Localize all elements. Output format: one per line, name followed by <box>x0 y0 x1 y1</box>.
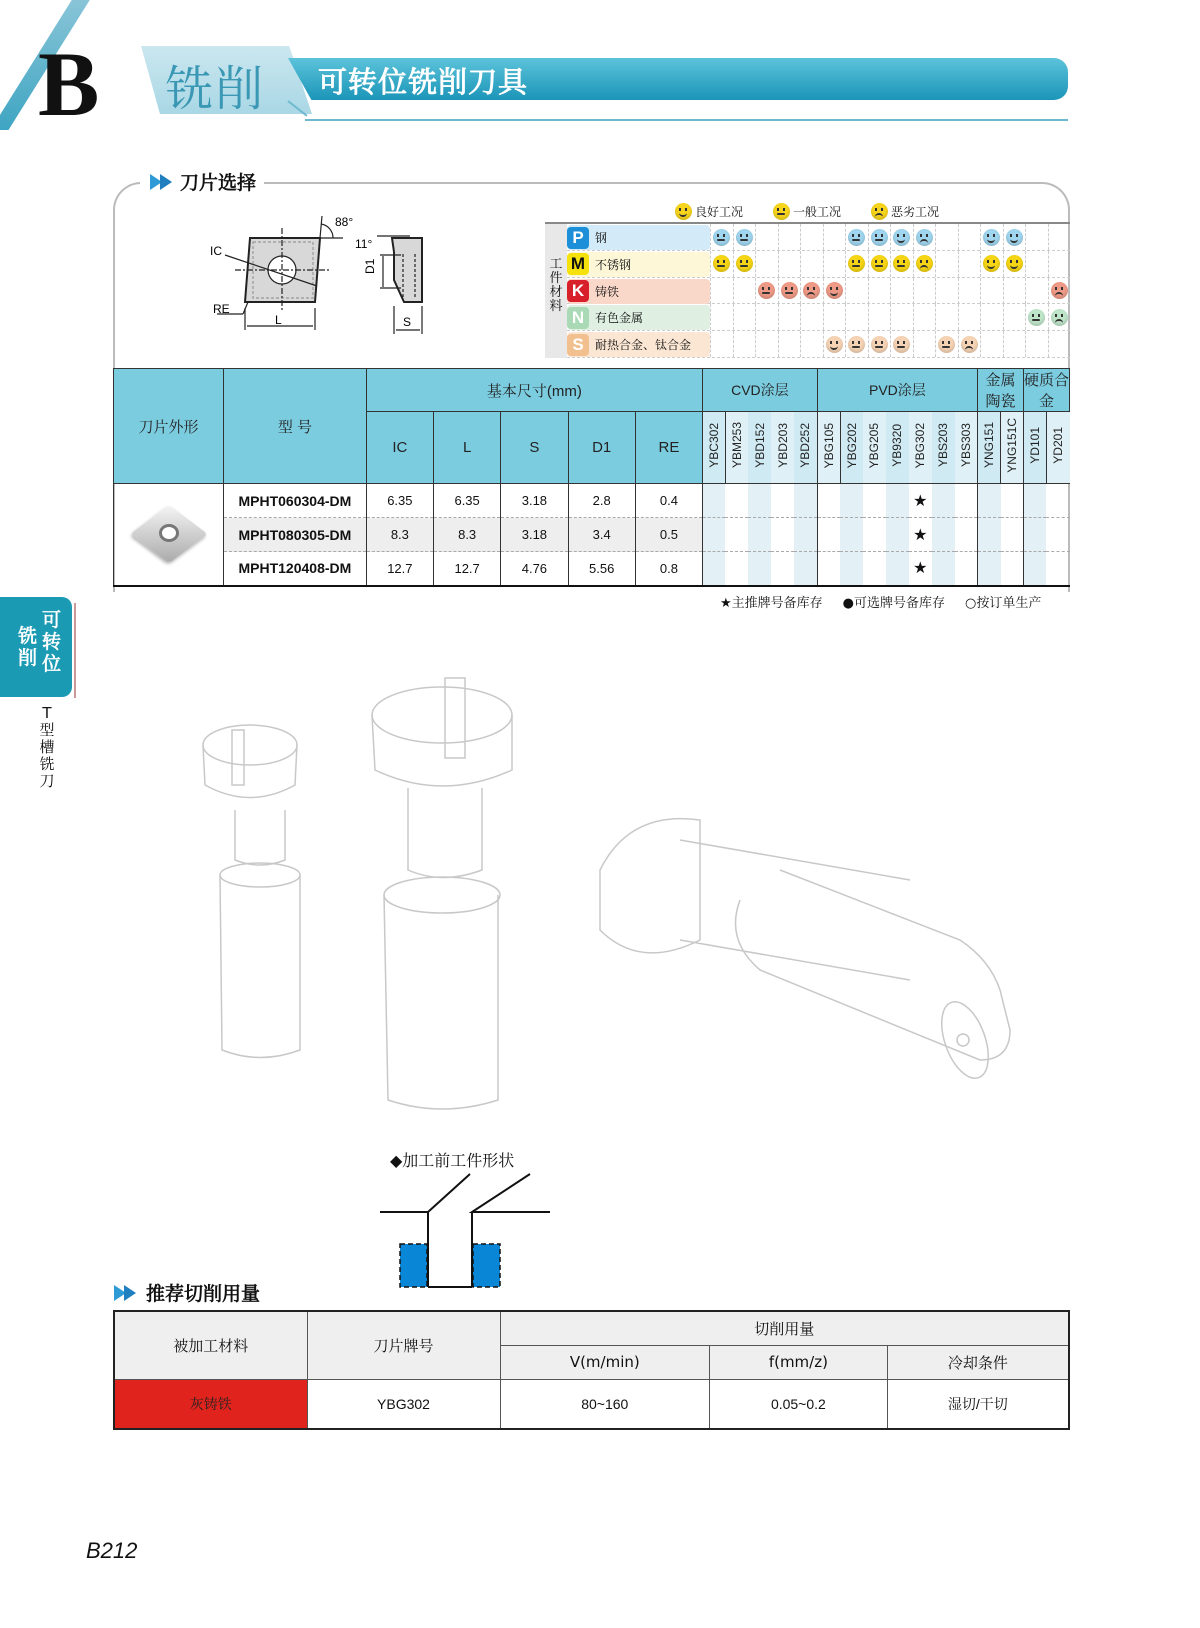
legend-item-bad <box>871 203 939 220</box>
legend-label: 一般工况 <box>793 205 842 219</box>
suitability-cell <box>778 251 801 277</box>
insert-selection-title: 刀片选择 <box>180 172 257 194</box>
cell-grade-mark <box>1001 552 1024 586</box>
suitability-cell <box>913 331 936 357</box>
material-label <box>567 252 710 277</box>
double-arrow-icon <box>148 172 176 192</box>
suitability-cell <box>1048 304 1071 330</box>
material-row-p <box>567 224 1070 251</box>
normal-face-icon <box>773 203 790 220</box>
cell-grade-mark <box>703 552 726 586</box>
cell-material: 灰铸铁 <box>114 1379 307 1429</box>
material-label <box>567 305 710 330</box>
suitability-cell <box>890 278 913 304</box>
chapter-letter: B <box>38 33 100 135</box>
suitability-cell <box>1025 224 1048 250</box>
normal-face-icon <box>781 282 798 299</box>
bad-face-icon <box>1051 282 1068 299</box>
condition-legend <box>675 203 939 220</box>
suitability-cell <box>1025 331 1048 357</box>
normal-face-icon <box>893 255 910 272</box>
suitability-cell <box>778 331 801 357</box>
section-title: 可转位铣削刀具 <box>318 65 529 99</box>
cell-model: MPHT060304-DM <box>224 484 367 518</box>
normal-face-icon <box>871 336 888 353</box>
cell-grade-mark <box>817 552 840 586</box>
bad-face-icon <box>803 282 820 299</box>
legend-label: 恶劣工况 <box>891 205 940 219</box>
stock-legend-item: ○按订单生产 <box>965 596 1042 611</box>
cell-grade-mark <box>886 484 909 518</box>
suitability-cell <box>890 251 913 277</box>
cell-re: 0.5 <box>635 518 702 552</box>
suitability-cell <box>755 278 778 304</box>
cutting-title: 推荐切削用量 <box>146 1283 261 1305</box>
suitability-cell <box>958 304 981 330</box>
material-label <box>567 279 710 304</box>
cell-grade-mark <box>771 552 794 586</box>
cell-grade-mark <box>703 518 726 552</box>
suitability-cell <box>845 304 868 330</box>
cell-ic: 6.35 <box>366 484 433 518</box>
suitability-cell <box>958 331 981 357</box>
suitability-cell <box>890 331 913 357</box>
double-arrow-icon <box>112 1283 140 1303</box>
material-row-k <box>567 278 1070 305</box>
material-name: 不锈钢 <box>595 257 632 272</box>
cell-grade-mark <box>1023 552 1046 586</box>
suitability-cell <box>913 278 936 304</box>
bad-face-icon <box>871 203 888 220</box>
suitability-cell <box>778 304 801 330</box>
suitability-cell <box>935 331 958 357</box>
normal-face-icon <box>938 336 955 353</box>
legend-item-good <box>675 203 743 220</box>
suitability-cell <box>823 251 846 277</box>
cell-grade-mark <box>840 552 863 586</box>
suitability-cell <box>800 224 823 250</box>
material-label <box>567 332 710 357</box>
insert-geometry-diagram <box>205 210 445 350</box>
good-face-icon <box>826 336 843 353</box>
cell-l: 8.3 <box>434 518 501 552</box>
cell-l: 12.7 <box>434 552 501 586</box>
cell-speed: 80~160 <box>500 1379 710 1429</box>
suitability-cell <box>890 304 913 330</box>
cell-grade-mark <box>1001 484 1024 518</box>
header-dim-ic: IC <box>366 412 433 484</box>
t-slot-cutter-illustrations <box>180 640 1040 1120</box>
table-row <box>114 484 1070 518</box>
workpiece-shape-diagram <box>380 1172 550 1292</box>
suitability-cell <box>823 331 846 357</box>
normal-face-icon <box>736 255 753 272</box>
normal-face-icon <box>713 255 730 272</box>
suitability-cell <box>1003 331 1026 357</box>
cell-grade-mark <box>771 518 794 552</box>
suitability-cell <box>868 304 891 330</box>
header-grade-ybg202: YBG202 <box>840 412 863 484</box>
workpiece-caption: ◆加工前工件形状 <box>390 1151 515 1170</box>
cell-model: MPHT080305-DM <box>224 518 367 552</box>
cell-s: 4.76 <box>501 552 568 586</box>
cell-grade-mark <box>932 518 955 552</box>
cell-grade-mark <box>886 518 909 552</box>
header-grade-ybc302: YBC302 <box>703 412 726 484</box>
normal-face-icon <box>758 282 775 299</box>
table-row <box>114 1379 1069 1429</box>
suitability-cell <box>935 304 958 330</box>
cell-grade-mark <box>725 518 748 552</box>
insert-table <box>113 368 1070 587</box>
suitability-cell <box>1003 278 1026 304</box>
cell-grade-mark <box>932 484 955 518</box>
cell-grade-mark <box>748 484 771 518</box>
suitability-cell <box>800 278 823 304</box>
angle-11-label: 11° <box>355 237 373 251</box>
header-group: 金属陶瓷 <box>978 369 1024 412</box>
header-shape: 刀片外形 <box>114 369 224 484</box>
cell-ic: 8.3 <box>366 518 433 552</box>
suitability-cell <box>1025 278 1048 304</box>
normal-face-icon <box>871 255 888 272</box>
header-dim-s: S <box>501 412 568 484</box>
cell-s: 3.18 <box>501 518 568 552</box>
page-number: B212 <box>86 1538 138 1563</box>
side-tab-label-left: 铣削 <box>18 625 38 669</box>
l-label: L <box>275 313 282 327</box>
suitability-cell <box>733 304 756 330</box>
cell-grade-mark <box>978 552 1001 586</box>
suitability-cell <box>755 224 778 250</box>
header-grade-ybg105: YBG105 <box>817 412 840 484</box>
header-rule <box>305 119 1068 121</box>
header-group: PVD涂层 <box>817 369 977 412</box>
header-grade-ybd252: YBD252 <box>794 412 817 484</box>
suitability-cell <box>1048 251 1071 277</box>
header-grade-ybm253: YBM253 <box>725 412 748 484</box>
cell-grade-mark <box>978 518 1001 552</box>
header-grade-yng151c: YNG151C <box>1001 412 1024 484</box>
suitability-cell <box>823 224 846 250</box>
material-name: 铸铁 <box>595 284 620 299</box>
cell-s: 3.18 <box>501 484 568 518</box>
angle-88-label: 88° <box>335 215 354 229</box>
bad-face-icon <box>916 229 933 246</box>
header-group: 硬质合金 <box>1023 369 1069 412</box>
suitability-cell <box>823 304 846 330</box>
suitability-cell <box>710 304 733 330</box>
cell-grade-mark <box>1046 518 1069 552</box>
suitability-cell <box>733 278 756 304</box>
cell-grade-mark <box>817 518 840 552</box>
d1-label: D1 <box>363 258 377 274</box>
material-row-m <box>567 251 1070 278</box>
cell-grade-mark <box>1001 518 1024 552</box>
suitability-cell <box>755 251 778 277</box>
cell-grade-mark <box>932 552 955 586</box>
suitability-cell <box>980 331 1003 357</box>
cell-grade-mark: ★ <box>909 518 932 552</box>
bad-face-icon <box>1051 309 1068 326</box>
cell-coolant: 湿切/干切 <box>887 1379 1069 1429</box>
cell-d1: 2.8 <box>568 484 635 518</box>
cell-grade-mark <box>748 552 771 586</box>
cell-grade-mark <box>725 484 748 518</box>
suitability-cell <box>778 224 801 250</box>
suitability-cell <box>1003 304 1026 330</box>
suitability-cell <box>958 278 981 304</box>
cell-feed: 0.05~0.2 <box>710 1379 888 1429</box>
cell-l: 6.35 <box>434 484 501 518</box>
normal-face-icon <box>848 229 865 246</box>
material-axis-label: 工件材料 <box>545 224 567 358</box>
normal-face-icon <box>871 229 888 246</box>
header-grade-ybd152: YBD152 <box>748 412 771 484</box>
iso-material-letter: M <box>567 253 589 275</box>
cell-grade-mark <box>817 484 840 518</box>
cell-grade-mark <box>748 518 771 552</box>
suitability-cell <box>1048 224 1071 250</box>
suitability-cell <box>733 331 756 357</box>
header-grade-ybd203: YBD203 <box>771 412 794 484</box>
suitability-cell <box>890 224 913 250</box>
cell-ic: 12.7 <box>366 552 433 586</box>
cell-grade-mark: ★ <box>909 552 932 586</box>
legend-item-normal <box>773 203 841 220</box>
suitability-cell <box>868 331 891 357</box>
suitability-cell <box>755 304 778 330</box>
cell-d1: 3.4 <box>568 518 635 552</box>
header-dimensions: 基本尺寸(mm) <box>366 369 702 412</box>
suitability-cell <box>1048 331 1071 357</box>
suitability-cell <box>958 251 981 277</box>
normal-face-icon <box>848 255 865 272</box>
suitability-cell <box>778 278 801 304</box>
chapter-title: 铣削 <box>165 61 266 117</box>
cell-grade-mark <box>863 552 886 586</box>
suitability-cell <box>980 251 1003 277</box>
cell-model: MPHT120408-DM <box>224 552 367 586</box>
good-face-icon <box>1006 255 1023 272</box>
suitability-cell <box>1025 251 1048 277</box>
suitability-cell <box>845 224 868 250</box>
header-grade: 刀片牌号 <box>307 1311 500 1379</box>
cell-grade: YBG302 <box>307 1379 500 1429</box>
cell-grade-mark <box>1023 518 1046 552</box>
suitability-cell <box>1003 224 1026 250</box>
suitability-cell <box>845 251 868 277</box>
iso-material-letter: N <box>567 307 589 329</box>
stock-legend-item: ●可选牌号备库存 <box>842 596 945 611</box>
cell-grade-mark: ★ <box>909 484 932 518</box>
suitability-cell <box>913 251 936 277</box>
stock-legend <box>720 592 1041 611</box>
suitability-cell <box>1025 304 1048 330</box>
good-face-icon <box>675 203 692 220</box>
square-insert-icon <box>131 496 207 572</box>
insert-shape-image <box>114 484 224 586</box>
table-row <box>114 518 1070 552</box>
insert-selection-heading <box>140 168 264 195</box>
cell-grade-mark <box>863 518 886 552</box>
suitability-cell <box>913 224 936 250</box>
header-dim-l: L <box>434 412 501 484</box>
header-coolant: 冷却条件 <box>887 1345 1069 1379</box>
header-grade-ybs303: YBS303 <box>955 412 978 484</box>
cell-grade-mark <box>1023 484 1046 518</box>
suitability-cell <box>935 224 958 250</box>
header-grade-ybs203: YBS203 <box>932 412 955 484</box>
suitability-cell <box>710 331 733 357</box>
good-face-icon <box>893 229 910 246</box>
header-grade-yng151: YNG151 <box>978 412 1001 484</box>
material-row-n <box>567 304 1070 331</box>
cell-re: 0.8 <box>635 552 702 586</box>
suitability-cell <box>710 278 733 304</box>
cell-grade-mark <box>840 518 863 552</box>
suitability-cell <box>868 224 891 250</box>
iso-material-letter: P <box>567 227 589 249</box>
suitability-cell <box>980 304 1003 330</box>
suitability-cell <box>980 278 1003 304</box>
iso-material-letter: S <box>567 334 589 356</box>
normal-face-icon <box>1028 309 1045 326</box>
normal-face-icon <box>893 336 910 353</box>
cell-grade-mark <box>725 552 748 586</box>
side-sub-label: T型槽铣刀 <box>39 704 55 790</box>
cell-grade-mark <box>794 552 817 586</box>
cell-grade-mark <box>955 552 978 586</box>
cutting-heading <box>112 1279 260 1306</box>
cell-grade-mark <box>978 484 1001 518</box>
normal-face-icon <box>713 229 730 246</box>
page-header <box>0 0 1200 135</box>
material-suitability-chart <box>545 222 1070 358</box>
material-name: 钢 <box>595 231 608 245</box>
side-tab-divider <box>74 603 76 698</box>
good-face-icon <box>826 282 843 299</box>
cutting-parameters-table <box>113 1310 1070 1430</box>
cell-grade-mark <box>794 518 817 552</box>
cell-d1: 5.56 <box>568 552 635 586</box>
cell-grade-mark <box>955 484 978 518</box>
suitability-cell <box>800 251 823 277</box>
header-dim-d1: D1 <box>568 412 635 484</box>
normal-face-icon <box>736 229 753 246</box>
good-face-icon <box>1006 229 1023 246</box>
header-grade-ybg302: YBG302 <box>909 412 932 484</box>
cell-grade-mark <box>794 484 817 518</box>
header-grade-yd201: YD201 <box>1046 412 1069 484</box>
header-grade-yb9320: YB9320 <box>886 412 909 484</box>
header-grade-ybg205: YBG205 <box>863 412 886 484</box>
suitability-cell <box>1003 251 1026 277</box>
header-dim-re: RE <box>635 412 702 484</box>
suitability-cell <box>800 331 823 357</box>
cell-grade-mark <box>886 552 909 586</box>
suitability-cell <box>710 224 733 250</box>
suitability-cell <box>868 278 891 304</box>
suitability-cell <box>733 251 756 277</box>
s-label: S <box>403 315 412 329</box>
header-model: 型 号 <box>224 369 367 484</box>
header-cutting-params: 切削用量 <box>500 1311 1069 1345</box>
material-row-s <box>567 331 1070 358</box>
suitability-cell <box>823 278 846 304</box>
material-name: 有色金属 <box>595 311 644 326</box>
suitability-cell <box>710 251 733 277</box>
material-name: 耐热合金、钛合金 <box>595 338 692 353</box>
normal-face-icon <box>848 336 865 353</box>
suitability-cell <box>868 251 891 277</box>
header-feed: f(mm/z) <box>710 1345 888 1379</box>
side-tab-indexable-milling[interactable] <box>0 597 72 697</box>
iso-material-letter: K <box>567 280 589 302</box>
suitability-cell <box>845 331 868 357</box>
re-label: RE <box>213 302 230 316</box>
suitability-cell <box>980 224 1003 250</box>
cell-grade-mark <box>1046 484 1069 518</box>
suitability-cell <box>958 224 981 250</box>
bad-face-icon <box>961 336 978 353</box>
suitability-cell <box>755 331 778 357</box>
material-label <box>567 225 710 250</box>
header-material: 被加工材料 <box>114 1311 307 1379</box>
ic-label: IC <box>210 244 222 258</box>
cell-grade-mark <box>840 484 863 518</box>
good-face-icon <box>983 229 1000 246</box>
header-group: CVD涂层 <box>703 369 818 412</box>
cell-grade-mark <box>771 484 794 518</box>
cell-re: 0.4 <box>635 484 702 518</box>
suitability-cell <box>845 278 868 304</box>
header-speed: V(m/min) <box>500 1345 710 1379</box>
suitability-cell <box>1048 278 1071 304</box>
side-tab-label-right: 可转位 <box>42 609 62 675</box>
cell-grade-mark <box>1046 552 1069 586</box>
cell-grade-mark <box>955 518 978 552</box>
suitability-cell <box>913 304 936 330</box>
suitability-cell <box>935 278 958 304</box>
bad-face-icon <box>916 255 933 272</box>
header-grade-yd101: YD101 <box>1023 412 1046 484</box>
suitability-cell <box>935 251 958 277</box>
cell-grade-mark <box>863 484 886 518</box>
good-face-icon <box>983 255 1000 272</box>
table-row <box>114 552 1070 586</box>
stock-legend-item: ★主推牌号备库存 <box>720 596 823 611</box>
suitability-cell <box>800 304 823 330</box>
legend-label: 良好工况 <box>695 205 744 219</box>
cell-grade-mark <box>703 484 726 518</box>
suitability-cell <box>733 224 756 250</box>
